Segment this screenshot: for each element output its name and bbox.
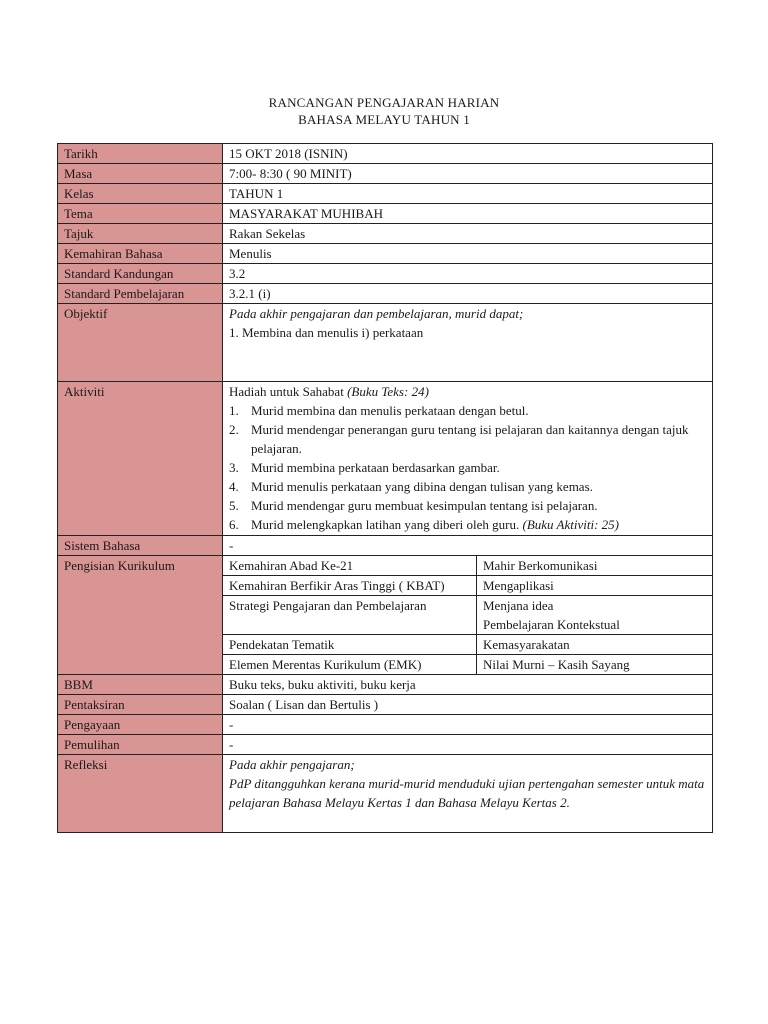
row-pemulihan [58, 735, 713, 755]
value-bbm: Buku teks, buku aktiviti, buku kerja [223, 675, 713, 695]
label-kelas: Kelas [58, 184, 223, 204]
row-tajuk [58, 224, 713, 244]
value-kelas: TAHUN 1 [223, 184, 713, 204]
label-standard-pembelajaran: Standard Pembelajaran [58, 284, 223, 304]
aktiviti-item-number: 5. [229, 498, 239, 513]
objektif-item: 1. Membina dan menulis i) perkataan [229, 325, 424, 340]
value-sistem-bahasa: - [223, 536, 713, 556]
aktiviti-item-text [251, 458, 500, 477]
pengisian-subtable [223, 556, 712, 674]
refleksi-line2: PdP ditangguhkan kerana murid-murid menduduki ujian pertengahan semester untuk mata pelajaran Bahasa Melayu Kertas 1 dan Bahasa Melayu Kertas 2. [229, 776, 705, 810]
label-kemahiran: Kemahiran Bahasa [58, 244, 223, 264]
row-pengayaan [58, 715, 713, 735]
aktiviti-item-text [251, 477, 593, 496]
pengisian-value [477, 596, 713, 635]
value-pengisian-kurikulum [223, 556, 713, 675]
label-pentaksiran: Pentaksiran [58, 695, 223, 715]
pengisian-value [477, 635, 713, 655]
label-refleksi: Refleksi [58, 755, 223, 833]
aktiviti-item-body: Murid mendengar penerangan guru tentang isi pelajaran dan kaitannya dengan tajuk pelajaran. [251, 422, 689, 456]
aktiviti-item-ref: (Buku Aktiviti: 25) [522, 517, 619, 532]
aktiviti-item-body: Murid membina dan menulis perkataan dengan betul. [251, 403, 529, 418]
row-refleksi [58, 755, 713, 833]
pengisian-value-line: Kemasyarakatan [483, 637, 570, 652]
pengisian-value [477, 556, 713, 576]
aktiviti-item-body: Murid menulis perkataan yang dibina dengan tulisan yang kemas. [251, 479, 593, 494]
aktiviti-item-text [251, 420, 708, 458]
label-sistem-bahasa: Sistem Bahasa [58, 536, 223, 556]
pengisian-row [223, 576, 712, 596]
aktiviti-item-number: 4. [229, 479, 239, 494]
aktiviti-item-text [251, 496, 598, 515]
row-kemahiran [58, 244, 713, 264]
aktiviti-item-number: 6. [229, 517, 239, 532]
row-masa [58, 164, 713, 184]
row-sistem-bahasa [58, 536, 713, 556]
aktiviti-item [229, 515, 708, 534]
document-title: RANCANGAN PENGAJARAN HARIAN [268, 95, 500, 110]
document-subtitle: BAHASA MELAYU TAHUN 1 [298, 112, 470, 127]
value-standard-pembelajaran: 3.2.1 (i) [223, 284, 713, 304]
value-pentaksiran: Soalan ( Lisan dan Bertulis ) [223, 695, 713, 715]
value-aktiviti [223, 382, 713, 536]
label-tema: Tema [58, 204, 223, 224]
row-bbm [58, 675, 713, 695]
label-pemulihan: Pemulihan [58, 735, 223, 755]
value-kemahiran: Menulis [223, 244, 713, 264]
aktiviti-list [229, 401, 712, 534]
pengisian-value-line: Pembelajaran Kontekstual [483, 617, 620, 632]
pengisian-row [223, 635, 712, 655]
pengisian-aspect: Kemahiran Berfikir Aras Tinggi ( KBAT) [223, 576, 477, 596]
aktiviti-item-body: Murid melengkapkan latihan yang diberi oleh guru. [251, 517, 523, 532]
aktiviti-item-body: Murid mendengar guru membuat kesimpulan tentang isi pelajaran. [251, 498, 598, 513]
value-pemulihan: - [223, 735, 713, 755]
value-standard-kandungan: 3.2 [223, 264, 713, 284]
pengisian-row [223, 556, 712, 576]
value-tarikh: 15 OKT 2018 (ISNIN) [223, 144, 713, 164]
row-standard-kandungan [58, 264, 713, 284]
value-tajuk: Rakan Sekelas [223, 224, 713, 244]
pengisian-value-line: Mahir Berkomunikasi [483, 558, 598, 573]
label-objektif: Objektif [58, 304, 223, 382]
row-pengisian-kurikulum [58, 556, 713, 675]
label-pengayaan: Pengayaan [58, 715, 223, 735]
label-tajuk: Tajuk [58, 224, 223, 244]
aktiviti-item [229, 420, 708, 458]
pengisian-aspect: Pendekatan Tematik [223, 635, 477, 655]
pengisian-value [477, 655, 713, 675]
aktiviti-item-number: 2. [229, 422, 239, 437]
pengisian-row [223, 655, 712, 675]
row-tema [58, 204, 713, 224]
value-objektif [223, 304, 713, 382]
label-standard-kandungan: Standard Kandungan [58, 264, 223, 284]
objektif-intro: Pada akhir pengajaran dan pembelajaran, murid dapat; [229, 306, 524, 321]
aktiviti-heading-text: Hadiah untuk Sahabat [229, 384, 348, 399]
value-masa: 7:00- 8:30 ( 90 MINIT) [223, 164, 713, 184]
pengisian-value [477, 576, 713, 596]
aktiviti-item-number: 3. [229, 460, 239, 475]
label-pengisian-kurikulum: Pengisian Kurikulum [58, 556, 223, 675]
value-refleksi [223, 755, 713, 833]
value-pengayaan: - [223, 715, 713, 735]
aktiviti-item [229, 496, 708, 515]
aktiviti-heading [229, 382, 712, 401]
label-masa: Masa [58, 164, 223, 184]
pengisian-value-line: Mengaplikasi [483, 578, 554, 593]
pengisian-row [223, 596, 712, 635]
pengisian-aspect: Kemahiran Abad Ke-21 [223, 556, 477, 576]
row-kelas [58, 184, 713, 204]
lesson-plan-table [57, 143, 713, 833]
aktiviti-item-text [251, 401, 529, 420]
row-aktiviti [58, 382, 713, 536]
aktiviti-heading-ref: (Buku Teks: 24) [347, 384, 429, 399]
aktiviti-item-body: Murid membina perkataan berdasarkan gambar. [251, 460, 500, 475]
aktiviti-item-number: 1. [229, 403, 239, 418]
pengisian-value-line: Menjana idea [483, 598, 554, 613]
pengisian-aspect: Strategi Pengajaran dan Pembelajaran [223, 596, 477, 635]
label-aktiviti: Aktiviti [58, 382, 223, 536]
pengisian-aspect: Elemen Merentas Kurikulum (EMK) [223, 655, 477, 675]
aktiviti-item [229, 458, 708, 477]
aktiviti-item [229, 401, 708, 420]
pengisian-value-line: Nilai Murni – Kasih Sayang [483, 657, 630, 672]
label-tarikh: Tarikh [58, 144, 223, 164]
refleksi-line1: Pada akhir pengajaran; [229, 757, 355, 772]
aktiviti-item-text [251, 515, 619, 534]
label-bbm: BBM [58, 675, 223, 695]
value-tema: MASYARAKAT MUHIBAH [223, 204, 713, 224]
row-objektif [58, 304, 713, 382]
row-tarikh [58, 144, 713, 164]
aktiviti-item [229, 477, 708, 496]
row-standard-pembelajaran [58, 284, 713, 304]
row-pentaksiran [58, 695, 713, 715]
